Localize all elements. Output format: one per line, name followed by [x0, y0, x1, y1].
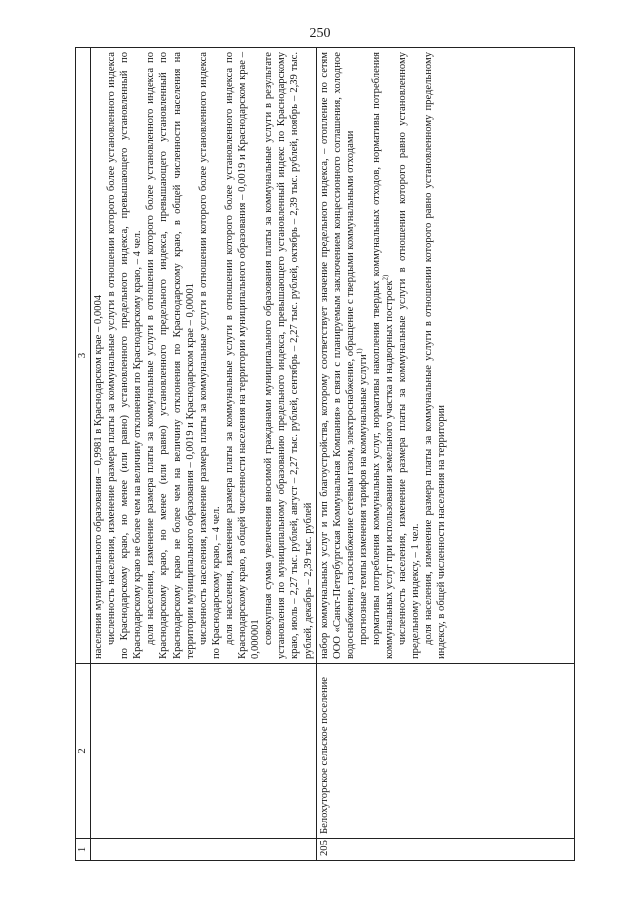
header-col-2: 2 — [76, 664, 91, 839]
paragraph: прогнозные темпы изменения тарифов на коммунальные услуги$^{1)}$ — [355, 348, 369, 645]
document-table — [75, 47, 575, 861]
paragraph: набор коммунальных услуг и тип благоустройства, которому соответствует значение предельного индекса, – отопление по сетям ООО «Санкт-Петербургская Коммунальная Компания» в связи с планируемым заключением концессионного соглашения, холодное водоснабжение, газоснабжение сетевым газом, электроснабжение, обращение с твердыми коммунальными отходами — [318, 52, 356, 659]
header-col-3: 3 — [76, 48, 91, 664]
paragraph: нормативы потребления коммунальных услуг, нормативы накопления твердых коммунальных отходов, нормативы потребления коммунальных услуг при использовании земельного участка и надворных построек$^{2)}$ — [370, 52, 396, 659]
row-number-cell — [91, 839, 317, 861]
footnote-marker: 2) — [381, 274, 390, 281]
table-row-205 — [316, 48, 574, 861]
paragraph: численность населения, изменение размера платы за коммунальные услуги в отношении которого более установленного индекса по Краснодарскому краю, но менее (или равно) установленного предельного индекса, превышающего установленный по Краснодарскому краю не более чем на величину отклонения по Краснодарскому краю, – 4 чел. — [106, 52, 144, 659]
row-name-cell — [91, 664, 317, 839]
footnote-marker: 1) — [355, 348, 364, 355]
header-col-1: 1 — [76, 839, 91, 861]
row-number-cell: 205 — [316, 839, 574, 861]
paragraph: численность населения, изменение размера платы за коммунальные услуги в отношении которого равно установленному предельному индексу, – 1 чел. — [397, 52, 422, 659]
table-row-continued — [91, 48, 317, 861]
row-name-cell: Белохуторское сельское поселение — [316, 664, 574, 839]
row-description-cell — [91, 48, 317, 664]
paragraph: совокупная сумма увеличения вносимой гражданами муниципального образования платы за коммунальные услуги в результате установления по муниципальному образованию предельного индекса, превышающего установленный индекс по Краснодарскому краю, июль – 2,27 тыс. рублей, август – 2,27 тыс. рублей, сентябрь – 2,27 тыс. рублей, октябрь – 2,39 тыс. рублей, ноябрь – 2,39 тыс. рублей, декабрь – 2,39 тыс. рублей — [263, 52, 314, 659]
paragraph: доля населения, изменение размера платы за коммунальные услуги в отношении которого равно установленному предельному индексу, в общей численности населения на территории — [423, 52, 448, 659]
table-header-row — [76, 48, 91, 861]
rotated-table-container — [75, 48, 575, 861]
paragraph: доля населения, изменение размера платы за коммунальные услуги в отношении которого более установленного индекса по Краснодарскому краю, но менее (или равно) установленного предельного индекса, превышающего установленный по Краснодарскому краю не более чем на величину отклонения по Краснодарскому краю, в общей численности населения на территории муниципального образования – 0,0019 и Краснодарском крае – 0,00001 — [145, 52, 196, 659]
paragraph: населения муниципального образования – 0,9981 в Краснодарском крае – 0,0004 — [93, 294, 104, 659]
page-number: 250 — [309, 26, 331, 41]
row-description-cell — [316, 48, 574, 664]
paragraph: доля населения, изменение размера платы за коммунальные услуги в отношении которого более установленного индекса по Краснодарскому краю, в общей численности населения на территории муниципального образования – 0,0019 и Краснодарском крае – 0,000001 — [223, 52, 262, 659]
paragraph: численность населения, изменение размера платы за коммунальные услуги в отношении которого более установленного индекса по Краснодарскому краю, – 4 чел. — [197, 52, 222, 659]
